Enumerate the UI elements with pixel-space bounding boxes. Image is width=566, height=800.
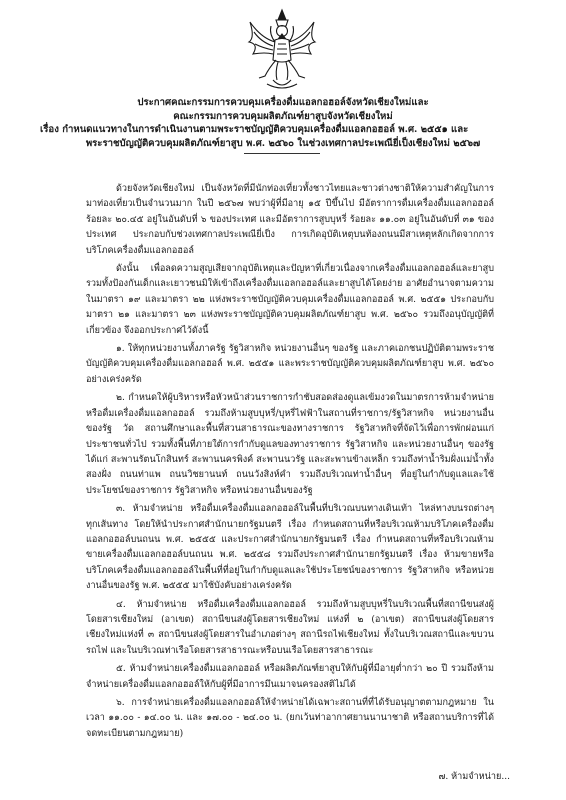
clause-2: ๒. กำหนดให้ผู้บริหารหรือหัวหน้าส่วนราชการกำชับสอดส่องดูแลเข้มงวดในมาตรการห้ามจำหน่าย หรือดื่มเครื่องดื่มแอลกอฮอล์ รวมถึงห้ามสูบบุหรี่/บุหรี่ไฟฟ้าในสถานที่ราชการ/รัฐวิสาหกิจ หน่วยงานอื่นของรัฐ วัด สถานศึกษาและพื้นที่สวนสาธารณะของทางราชการ รัฐวิสาหกิจที่จัดไว้เพื่อการพักผ่อนแก่ประชาชนทั่วไป รวมทั้งพื้นที่ภายใต้การกำกับดูแลของทางราชการ รัฐวิสาหกิจ และหน่วยงานอื่นๆ ของรัฐ ได้แก่ สะพานรัตนโกสินทร์ สะพานนครพิงค์ สะพานนวรัฐ และสะพานข้างเหล็ก รวมถึงท่าน้ำริมฝั่งแม่น้ำทั้งสองฝั่ง ถนนท่าแพ ถนนวิชยานนท์ ถนนวังสิงห์คำ รวมถึงบริเวณท่าน้ำอื่นๆ ที่อยู่ในกำกับดูแลและใช้ประโยชน์ของราชการ รัฐวิสาหกิจ หรือหน่วยงานอื่นของรัฐ <box>86 393 494 496</box>
heading-line: ประกาศคณะกรรมการควบคุมเครื่องดื่มแอลกอฮอล์จังหวัดเชียงใหม่และ <box>137 97 429 108</box>
clause-6: ๖. การจำหน่ายเครื่องดื่มแอลกอฮอล์ให้จำหน่ายได้เฉพาะสถานที่ที่ได้รับอนุญาตตามกฎหมาย ในเวลา ๑๑.๐๐ - ๑๔.๐๐ น. และ ๑๗.๐๐ - ๒๔.๐๐ น. (ยกเว้นท่าอากาศยานนานาชาติ หรือสถานบริการที่ได้จดทะเบียนตามกฎหมาย) <box>86 698 494 739</box>
heading-line: คณะกรรมการควบคุมผลิตภัณฑ์ยาสูบจังหวัดเชียงใหม่ <box>173 110 393 122</box>
paragraph-intro: ด้วยจังหวัดเชียงใหม่ เป็นจังหวัดที่มีนักท่องเที่ยวทั้งชาวไทยและชาวต่างชาติให้ความสำคัญในการมาท่องเที่ยวเป็นจำนวนมาก ในปี ๒๕๖๗ พบว่าผู้ที่มีอายุ ๑๕ ปีขึ้นไป มีอัตราการดื่มเครื่องดื่มแอลกอฮอล์ร้อยละ ๒๐.๔๕ อยู่ในอันดับที่ ๖ ของประเทศ และมีอัตราการสูบบุหรี่ ร้อยละ ๑๑.๐๓ อยู่ในอันดับที่ ๓๑ ของประเทศ ประกอบกับช่วงเทศกาลประเพณียี่เป็ง การเกิดอุบัติเหตุบนท้องถนนมีสาเหตุหลักเกิดจากการบริโภคเครื่องดื่มแอลกอฮอล์ <box>86 184 494 256</box>
heading-divider <box>244 153 320 154</box>
paragraph-authority: ดังนั้น เพื่อลดความสูญเสียจากอุบัติเหตุและปัญหาที่เกี่ยวเนื่องจากเครื่องดื่มแอลกอฮอล์และยาสูบ รวมทั้งป้องกันเด็กและเยาวชนมิให้เข้าถึงเครื่องดื่มแอลกอฮอล์และยาสูบได้โดยง่าย อาศัยอำนาจตามความในมาตรา ๑๙ และมาตรา ๒๒ แห่งพระราชบัญญัติควบคุมเครื่องดื่มแอลกอฮอล์ พ.ศ. ๒๕๕๑ ประกอบกับมาตรา ๒๑ และมาตรา ๒๓ แห่งพระราชบัญญัติควบคุมผลิตภัณฑ์ยาสูบ พ.ศ. ๒๕๖๐ รวมถึงอนุบัญญัติที่เกี่ยวข้อง จึงออกประกาศไว้ดังนี้ <box>86 264 494 336</box>
clause-4: ๔. ห้ามจำหน่าย หรือดื่มเครื่องดื่มแอลกอฮอล์ รวมถึงห้ามสูบบุหรี่ในบริเวณพื้นที่สถานีขนส่งผู้โดยสารเชียงใหม่ (อาเขต) สถานีขนส่งผู้โดยสารเชียงใหม่ แห่งที่ ๒ (อาเขต) สถานีขนส่งผู้โดยสารเชียงใหม่แห่งที่ ๓ สถานีขนส่งผู้โดยสารในอำเภอต่างๆ สถานีรถไฟเชียงใหม่ ทั้งในบริเวณสถานีและขบวนรถไฟ และในบริเวณท่าเรือโดยสารสาธารณะหรือบนเรือโดยสารสาธารณะ <box>86 599 494 656</box>
clause-3: ๓. ห้ามจำหน่าย หรือดื่มเครื่องดื่มแอลกอฮอล์ในพื้นที่บริเวณบนทางเดินเท้า ไหล่ทางบนรถต่างๆ ทุกเส้นทาง โดยให้นำประกาศสำนักนายกรัฐมนตรี เรื่อง กำหนดสถานที่หรือบริเวณห้ามบริโภคเครื่องดื่มแอลกอฮอล์บนถนน พ.ศ. ๒๕๕๕ และประกาศสำนักนายกรัฐมนตรี เรื่อง กำหนดสถานที่หรือบริเวณห้ามขายเครื่องดื่มแอลกอฮอล์บนถนน พ.ศ. ๒๕๕๘ รวมถึงประกาศสำนักนายกรัฐมนตรี เรื่อง ห้ามขายหรือบริโภคเครื่องดื่มแอลกอฮอล์ในพื้นที่ที่อยู่ในกำกับดูแลและใช้ประโยชน์ของราชการ รัฐวิสาหกิจ หรือหน่วยงานอื่นของรัฐ พ.ศ. ๒๕๕๕ มาใช้บังคับอย่างเคร่งครัด <box>86 504 494 592</box>
heading-subject-continued: พระราชบัญญัติควบคุมผลิตภัณฑ์ยาสูบ พ.ศ. ๒๕๖๐ ในช่วงเทศกาลประเพณียี่เป็งเชียงใหม่ ๒๕๖๗ <box>85 137 481 149</box>
garuda-emblem-icon <box>245 8 319 92</box>
heading-subject: เรื่อง กำหนดแนวทางในการดำเนินงานตามพระราชบัญญัติควบคุมเครื่องดื่มแอลกอฮอล์ พ.ศ. ๒๕๕๑ และ <box>40 124 469 135</box>
announcement-heading <box>40 96 526 150</box>
page-continuation: ๗. ห้ามจำหน่าย... <box>438 772 510 782</box>
clause-1: ๑. ให้ทุกหน่วยงานทั้งภาครัฐ รัฐวิสาหกิจ หน่วยงานอื่นๆ ของรัฐ และภาคเอกชนปฏิบัติตามพระราชบัญญัติควบคุมเครื่องดื่มแอลกอฮอล์ พ.ศ. ๒๕๕๑ และพระราชบัญญัติควบคุมผลิตภัณฑ์ยาสูบ พ.ศ. ๒๕๖๐ อย่างเคร่งครัด <box>86 344 494 385</box>
announcement-body <box>86 182 494 745</box>
clause-5: ๕. ห้ามจำหน่ายเครื่องดื่มแอลกอฮอล์ หรือผลิตภัณฑ์ยาสูบให้กับผู้ที่มีอายุต่ำกว่า ๒๐ ปี รวมถึงห้ามจำหน่ายเครื่องดื่มแอลกอฮอล์ให้กับผู้ที่มีอาการมึนเมาจนครองสติไม่ได้ <box>86 664 494 690</box>
